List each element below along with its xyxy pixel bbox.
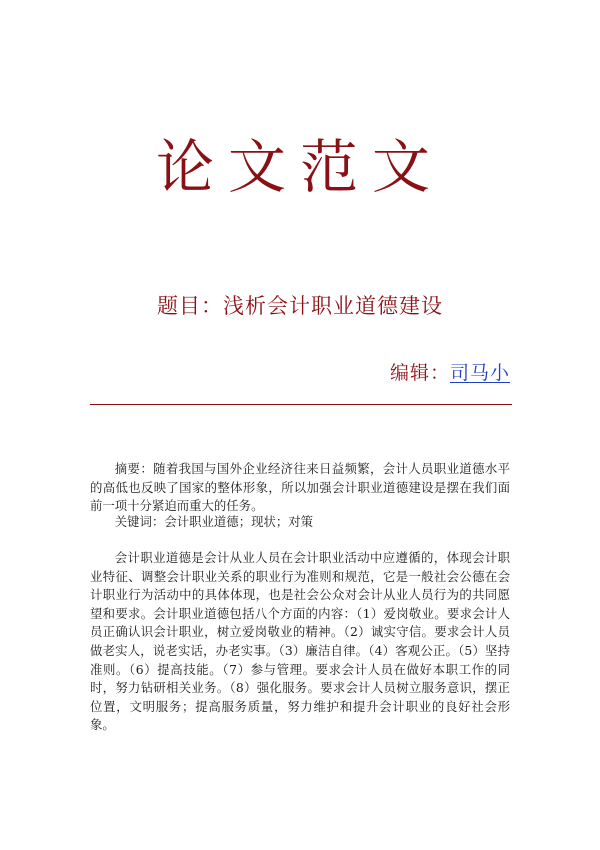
body-paragraph: 会计职业道德是会计从业人员在会计职业活动中应遵循的，体现会计职业特征、调整会计职业关系的职业行为准则和规范，它是一般社会公德在会计职业行为活动中的具体体现，也是社会公众对会计从业人员行为的共同愿望和要求。会计职业道德包括八个方面的内容：（1）爱岗敬业。要求会计人员正确认识会计职业，树立爱岗敬业的精神。（2）诚实守信。要求会计人员做老实人，说老实话，办老实事。（3）廉洁自律。（4）客观公正。（5）坚持准则。（6）提高技能。（7）参与管理。要求会计人员在做好本职工作的同时，努力钻研相关业务。（8）强化服务。要求会计人员树立服务意识，摆正位置，文明服务；提高服务质量，努力维护和提升会计职业的良好社会形象。 bbox=[90, 550, 510, 733]
editor-name-link[interactable]: 司马小 bbox=[449, 362, 510, 384]
editor-label: 编辑： bbox=[389, 362, 450, 384]
paper-subject bbox=[0, 290, 600, 320]
subject-label: 题目： bbox=[157, 294, 223, 318]
document-title: 论文范文 bbox=[155, 133, 444, 201]
editor-line bbox=[390, 358, 510, 385]
abstract-paragraph: 摘要：随着我国与国外企业经济往来日益频繁，会计人员职业道德水平的高低也反映了国家的整体形象，所以加强会计职业道德建设是摆在我们面前一项十分紧迫而重大的任务。 bbox=[90, 461, 510, 514]
header-divider bbox=[90, 404, 512, 405]
subject-text: 浅析会计职业道德建设 bbox=[223, 294, 443, 318]
keywords-line: 关键词：会计职业道德；现状；对策 bbox=[114, 514, 314, 529]
